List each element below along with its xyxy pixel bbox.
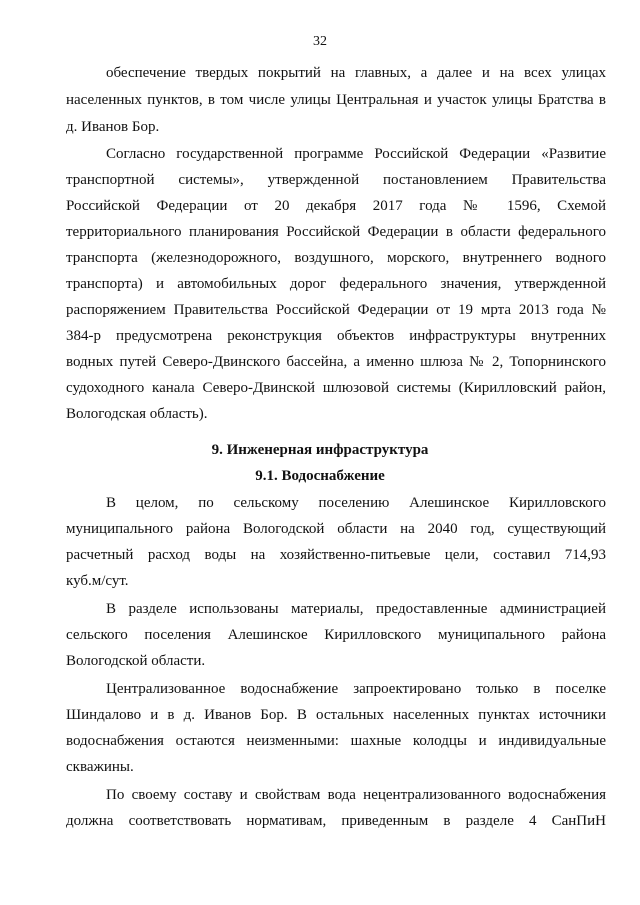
paragraph-2-line-6: транспорта) и автомобильных дорог федерального значения, утвержденной <box>66 276 606 292</box>
section-heading: 9. Инженерная инфраструктура <box>211 442 429 458</box>
paragraph-2-line-9: водных путей Северо-Двинского бассейна, а именно шлюза № 2, Топорнинского <box>66 354 606 370</box>
paragraph-2-line-3: Российской Федерации от 20 декабря 2017 года № 1596, Схемой <box>66 198 606 214</box>
paragraph-2-line-2: транспортной системы», утвержденной постановлением Правительства <box>66 172 606 188</box>
paragraph-4-line-2: сельского поселения Алешинское Кирилловского муниципального района <box>66 627 606 643</box>
paragraph-2-line-7: распоряжением Правительства Российской Федерации от 19 мрта 2013 года № <box>66 302 606 318</box>
paragraph-1-line-2: населенных пунктов, в том числе улицы Центральная и участок улицы Братства в <box>66 92 606 108</box>
subsection-heading: 9.1. Водоснабжение <box>255 468 385 484</box>
paragraph-2-line-11: Вологодская область). <box>66 406 208 422</box>
paragraph-6-line-1: По своему составу и свойствам вода нецентрализованного водоснабжения <box>106 787 606 803</box>
paragraph-5-line-3: водоснабжения остаются неизменными: шахные колодцы и индивидуальные <box>66 733 606 749</box>
paragraph-5-line-4: скважины. <box>66 759 134 775</box>
paragraph-2-line-10: судоходного канала Северо-Двинской шлюзовой системы (Кирилловский район, <box>66 380 606 396</box>
page-number: 32 <box>313 34 327 49</box>
paragraph-5-line-2: Шиндалово и в д. Иванов Бор. В остальных населенных пунктах источники <box>66 707 606 723</box>
paragraph-2-line-8: 384-р предусмотрена реконструкция объектов инфраструктуры внутренних <box>66 328 606 344</box>
paragraph-2-line-1: Согласно государственной программе Российской Федерации «Развитие <box>106 146 606 162</box>
paragraph-4-line-1: В разделе использованы материалы, предоставленные администрацией <box>106 601 606 617</box>
paragraph-1-line-3: д. Иванов Бор. <box>66 119 160 135</box>
paragraph-3-line-4: куб.м/сут. <box>66 573 129 589</box>
paragraph-3-line-3: расчетный расход воды на хозяйственно-питьевые цели, составил 714,93 <box>66 547 606 563</box>
paragraph-1-line-1: обеспечение твердых покрытий на главных, а далее и на всех улицах <box>106 65 606 81</box>
paragraph-2-line-5: транспорта (железнодорожного, воздушного, морского, внутреннего водного <box>66 250 606 266</box>
paragraph-3-line-1: В целом, по сельскому поселению Алешинское Кирилловского <box>106 495 606 511</box>
paragraph-2-line-4: территориального планирования Российской Федерации в области федерального <box>66 224 606 240</box>
paragraph-3-line-2: муниципального района Вологодской области на 2040 год, существующий <box>66 521 606 537</box>
paragraph-5-line-1: Централизованное водоснабжение запроектировано только в поселке <box>106 681 606 697</box>
paragraph-6-line-2: должна соответствовать нормативам, приведенным в разделе 4 СанПиН <box>66 813 606 829</box>
paragraph-4-line-3: Вологодской области. <box>66 653 206 669</box>
